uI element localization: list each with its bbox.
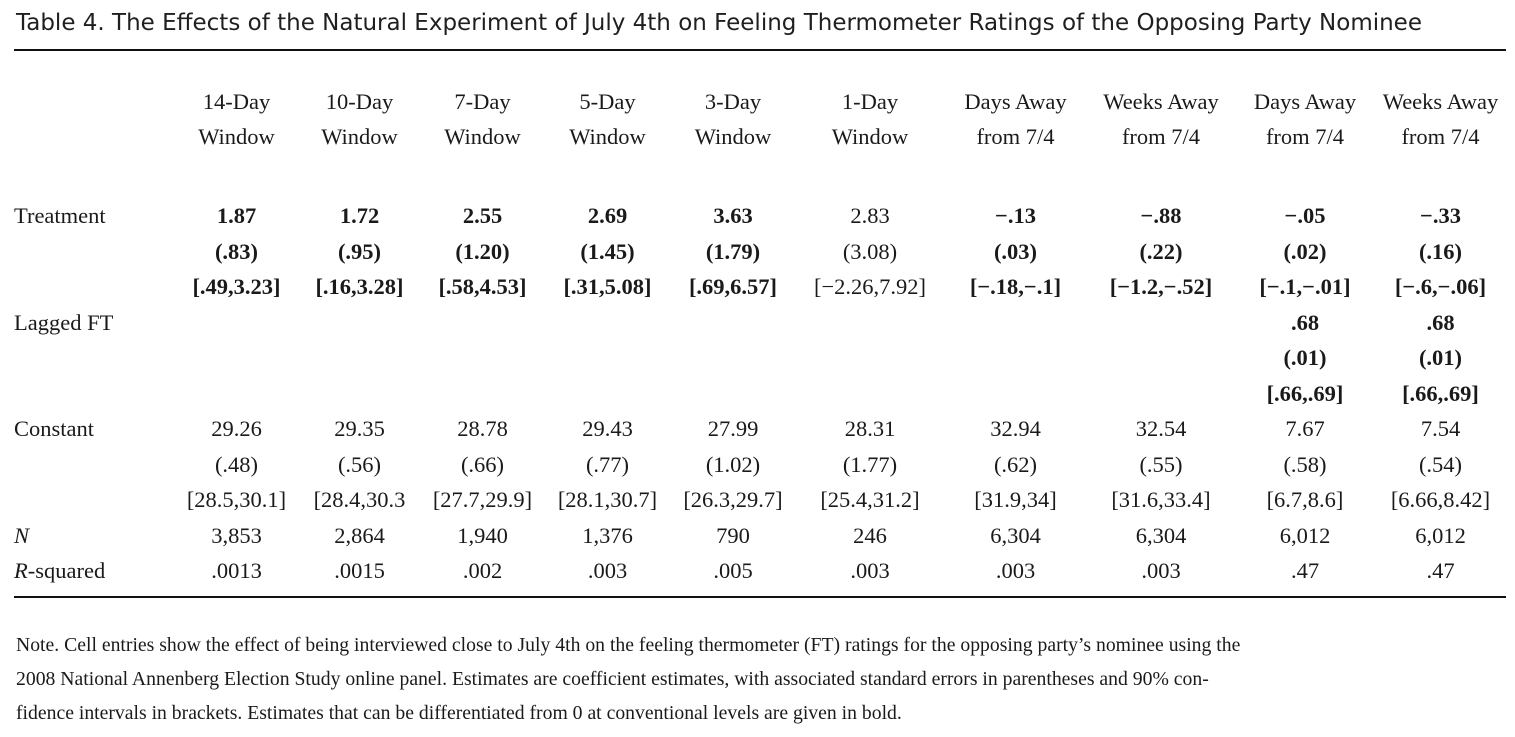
note-line: fidence intervals in brackets. Estimates that can be differentiated from 0 at conventional levels are given in bold. bbox=[16, 702, 902, 724]
cell: (1.02) bbox=[705, 451, 761, 477]
constant-coef-row bbox=[14, 411, 1506, 447]
header-row bbox=[14, 84, 1506, 154]
n-row bbox=[14, 518, 1506, 554]
row-label-empty bbox=[14, 234, 174, 270]
stub-header bbox=[14, 84, 174, 154]
cell: 2.69 bbox=[587, 203, 628, 228]
cell: .0015 bbox=[334, 558, 385, 583]
cell: (.54) bbox=[1418, 451, 1463, 477]
cell: 1.87 bbox=[216, 203, 257, 228]
cell: .68 bbox=[1426, 309, 1455, 335]
cell: (1.79) bbox=[705, 238, 761, 264]
top-rule bbox=[14, 49, 1506, 51]
cell: 28.78 bbox=[457, 416, 508, 441]
cell bbox=[670, 376, 796, 412]
row-label-constant: Constant bbox=[14, 416, 95, 441]
cell: (.58) bbox=[1283, 451, 1327, 477]
col-header: Days Away from 7/4 bbox=[964, 89, 1067, 149]
table-title: Table 4. The Effects of the Natural Experiment of July 4th on Feeling Thermometer Ratings of the Opposing Party Nominee bbox=[16, 10, 1422, 36]
cell: 6,012 bbox=[1279, 522, 1331, 548]
cell bbox=[796, 376, 944, 412]
spacer-row bbox=[14, 176, 1506, 198]
cell bbox=[670, 340, 796, 376]
cell: 790 bbox=[716, 522, 750, 548]
cell: 3,853 bbox=[211, 522, 262, 548]
cell: [−1.2,−.52] bbox=[1109, 274, 1213, 299]
cell: 1,376 bbox=[582, 522, 633, 548]
row-label-n: N bbox=[14, 522, 30, 548]
col-header: 3-Day Window bbox=[694, 89, 772, 149]
cell: 2,864 bbox=[334, 522, 385, 548]
lagged-ft-coef-row bbox=[14, 305, 1506, 341]
col-header: 1-Day Window bbox=[831, 89, 909, 149]
cell: .003 bbox=[995, 558, 1036, 583]
row-label-empty bbox=[14, 340, 174, 376]
cell: [27.7,29.9] bbox=[432, 487, 533, 512]
cell: 6,304 bbox=[1135, 522, 1187, 548]
cell: (1.77) bbox=[842, 451, 898, 477]
cell: 7.67 bbox=[1285, 416, 1325, 441]
cell: 7.54 bbox=[1420, 416, 1461, 441]
cell: −.13 bbox=[995, 203, 1036, 228]
cell: 29.35 bbox=[334, 416, 385, 441]
cell: 32.94 bbox=[990, 416, 1041, 441]
cell: (.55) bbox=[1139, 451, 1183, 477]
treatment-coef-row bbox=[14, 198, 1506, 234]
cell: [6.66,8.42] bbox=[1390, 487, 1491, 512]
cell: 2.83 bbox=[850, 203, 890, 228]
col-header: 14-Day Window bbox=[198, 89, 275, 149]
note-line: 2008 National Annenberg Election Study online panel. Estimates are coefficient estimates, with associated standard errors in parentheses and 90% con- bbox=[16, 668, 1209, 690]
cell: [.69,6.57] bbox=[688, 274, 778, 299]
col-header: 5-Day Window bbox=[569, 89, 646, 149]
cell bbox=[299, 376, 420, 412]
cell: [6.7,8.6] bbox=[1266, 487, 1344, 512]
cell: [.49,3.23] bbox=[192, 274, 281, 299]
cell: [−.6,−.06] bbox=[1394, 274, 1487, 299]
cell: −.05 bbox=[1284, 203, 1326, 228]
cell: [28.4,30.3 bbox=[313, 487, 406, 512]
col-header: 7-Day Window bbox=[444, 89, 521, 149]
cell: (.62) bbox=[993, 451, 1038, 477]
cell: (.01) bbox=[1418, 345, 1463, 370]
cell: (.95) bbox=[337, 238, 382, 264]
note-line: Note. Cell entries show the effect of being interviewed close to July 4th on the feeling thermometer (FT) ratings for the opposing party’s nominee using the bbox=[16, 634, 1241, 656]
cell: (.03) bbox=[993, 238, 1038, 264]
bottom-rule bbox=[14, 596, 1506, 598]
cell: 6,012 bbox=[1415, 522, 1466, 548]
cell: [26.3,29.7] bbox=[683, 487, 783, 512]
cell bbox=[796, 340, 944, 376]
cell: .002 bbox=[462, 558, 503, 583]
cell: 29.26 bbox=[211, 416, 262, 441]
treatment-ci-row bbox=[14, 269, 1506, 305]
cell: (1.45) bbox=[580, 238, 635, 264]
cell: (.48) bbox=[214, 451, 259, 477]
row-label-empty bbox=[14, 482, 174, 518]
cell: 1.72 bbox=[339, 203, 380, 228]
cell: (.22) bbox=[1139, 238, 1183, 264]
cell: (.77) bbox=[585, 451, 630, 477]
cell: .68 bbox=[1290, 309, 1320, 335]
lagged-ft-se-row bbox=[14, 340, 1506, 376]
cell: [−2.26,7.92] bbox=[813, 274, 927, 299]
cell bbox=[670, 305, 796, 341]
row-label-r-squared: R-squared bbox=[14, 558, 106, 583]
lagged-ft-ci-row bbox=[14, 376, 1506, 412]
col-header: 10-Day Window bbox=[321, 89, 398, 149]
cell bbox=[944, 305, 1087, 341]
cell bbox=[1087, 340, 1235, 376]
cell: [.66,.69] bbox=[1402, 380, 1479, 406]
cell: [.16,3.28] bbox=[315, 274, 404, 299]
cell: 6,304 bbox=[990, 522, 1041, 548]
constant-ci-row bbox=[14, 482, 1506, 518]
cell: (.16) bbox=[1418, 238, 1463, 264]
cell: .003 bbox=[587, 558, 628, 583]
cell: (3.08) bbox=[842, 238, 898, 264]
cell: [.66,.69] bbox=[1266, 380, 1344, 406]
cell bbox=[545, 340, 670, 376]
treatment-se-row bbox=[14, 234, 1506, 270]
cell bbox=[420, 376, 545, 412]
cell: 28.31 bbox=[844, 416, 896, 441]
cell: −.33 bbox=[1420, 203, 1461, 228]
col-header: Weeks Away from 7/4 bbox=[1382, 89, 1499, 149]
cell bbox=[420, 340, 545, 376]
results-table bbox=[14, 84, 1506, 589]
spacer-row bbox=[14, 154, 1506, 176]
cell: 2.55 bbox=[462, 203, 503, 228]
cell: [31.9,34] bbox=[974, 487, 1057, 512]
cell bbox=[174, 340, 299, 376]
cell bbox=[174, 305, 299, 341]
cell: [.31,5.08] bbox=[563, 274, 652, 299]
cell: .0013 bbox=[211, 558, 262, 583]
cell: [25.4,31.2] bbox=[820, 487, 920, 512]
cell: [31.6,33.4] bbox=[1111, 487, 1211, 512]
row-label-empty bbox=[14, 447, 174, 483]
cell bbox=[1087, 305, 1235, 341]
cell bbox=[545, 376, 670, 412]
cell: [28.5,30.1] bbox=[186, 487, 287, 512]
cell bbox=[1087, 376, 1235, 412]
row-label-treatment: Treatment bbox=[14, 203, 106, 228]
cell: [−.18,−.1] bbox=[969, 274, 1062, 299]
cell: 246 bbox=[853, 522, 887, 548]
col-header: Weeks Away from 7/4 bbox=[1103, 89, 1219, 149]
cell: 27.99 bbox=[707, 416, 759, 441]
cell: (1.20) bbox=[455, 238, 510, 264]
row-label-empty bbox=[14, 376, 174, 412]
cell: 29.43 bbox=[582, 416, 633, 441]
cell bbox=[796, 305, 944, 341]
cell bbox=[174, 376, 299, 412]
cell: (.01) bbox=[1283, 345, 1327, 370]
cell bbox=[299, 340, 420, 376]
r-squared-row bbox=[14, 553, 1506, 589]
cell: 1,940 bbox=[457, 522, 508, 548]
row-label-lagged-ft: Lagged FT bbox=[14, 309, 114, 335]
cell: (.02) bbox=[1283, 238, 1327, 264]
cell bbox=[545, 305, 670, 341]
cell: [.58,4.53] bbox=[438, 274, 527, 299]
cell: (.56) bbox=[337, 451, 382, 477]
cell bbox=[944, 340, 1087, 376]
col-header: Days Away from 7/4 bbox=[1253, 89, 1357, 149]
cell: 32.54 bbox=[1135, 416, 1187, 441]
cell bbox=[299, 305, 420, 341]
cell: .47 bbox=[1426, 558, 1455, 583]
cell bbox=[944, 376, 1087, 412]
cell: .003 bbox=[1141, 558, 1181, 583]
table-note bbox=[16, 628, 1506, 730]
cell: (.66) bbox=[460, 451, 505, 477]
cell: (.83) bbox=[214, 238, 259, 264]
cell: [28.1,30.7] bbox=[557, 487, 658, 512]
cell: −.88 bbox=[1140, 203, 1182, 228]
constant-se-row bbox=[14, 447, 1506, 483]
cell: .47 bbox=[1290, 558, 1320, 583]
cell: 3.63 bbox=[713, 203, 753, 228]
cell: .003 bbox=[850, 558, 890, 583]
cell: [−.1,−.01] bbox=[1259, 274, 1351, 299]
cell: .005 bbox=[713, 558, 753, 583]
cell bbox=[420, 305, 545, 341]
row-label-empty bbox=[14, 269, 174, 305]
